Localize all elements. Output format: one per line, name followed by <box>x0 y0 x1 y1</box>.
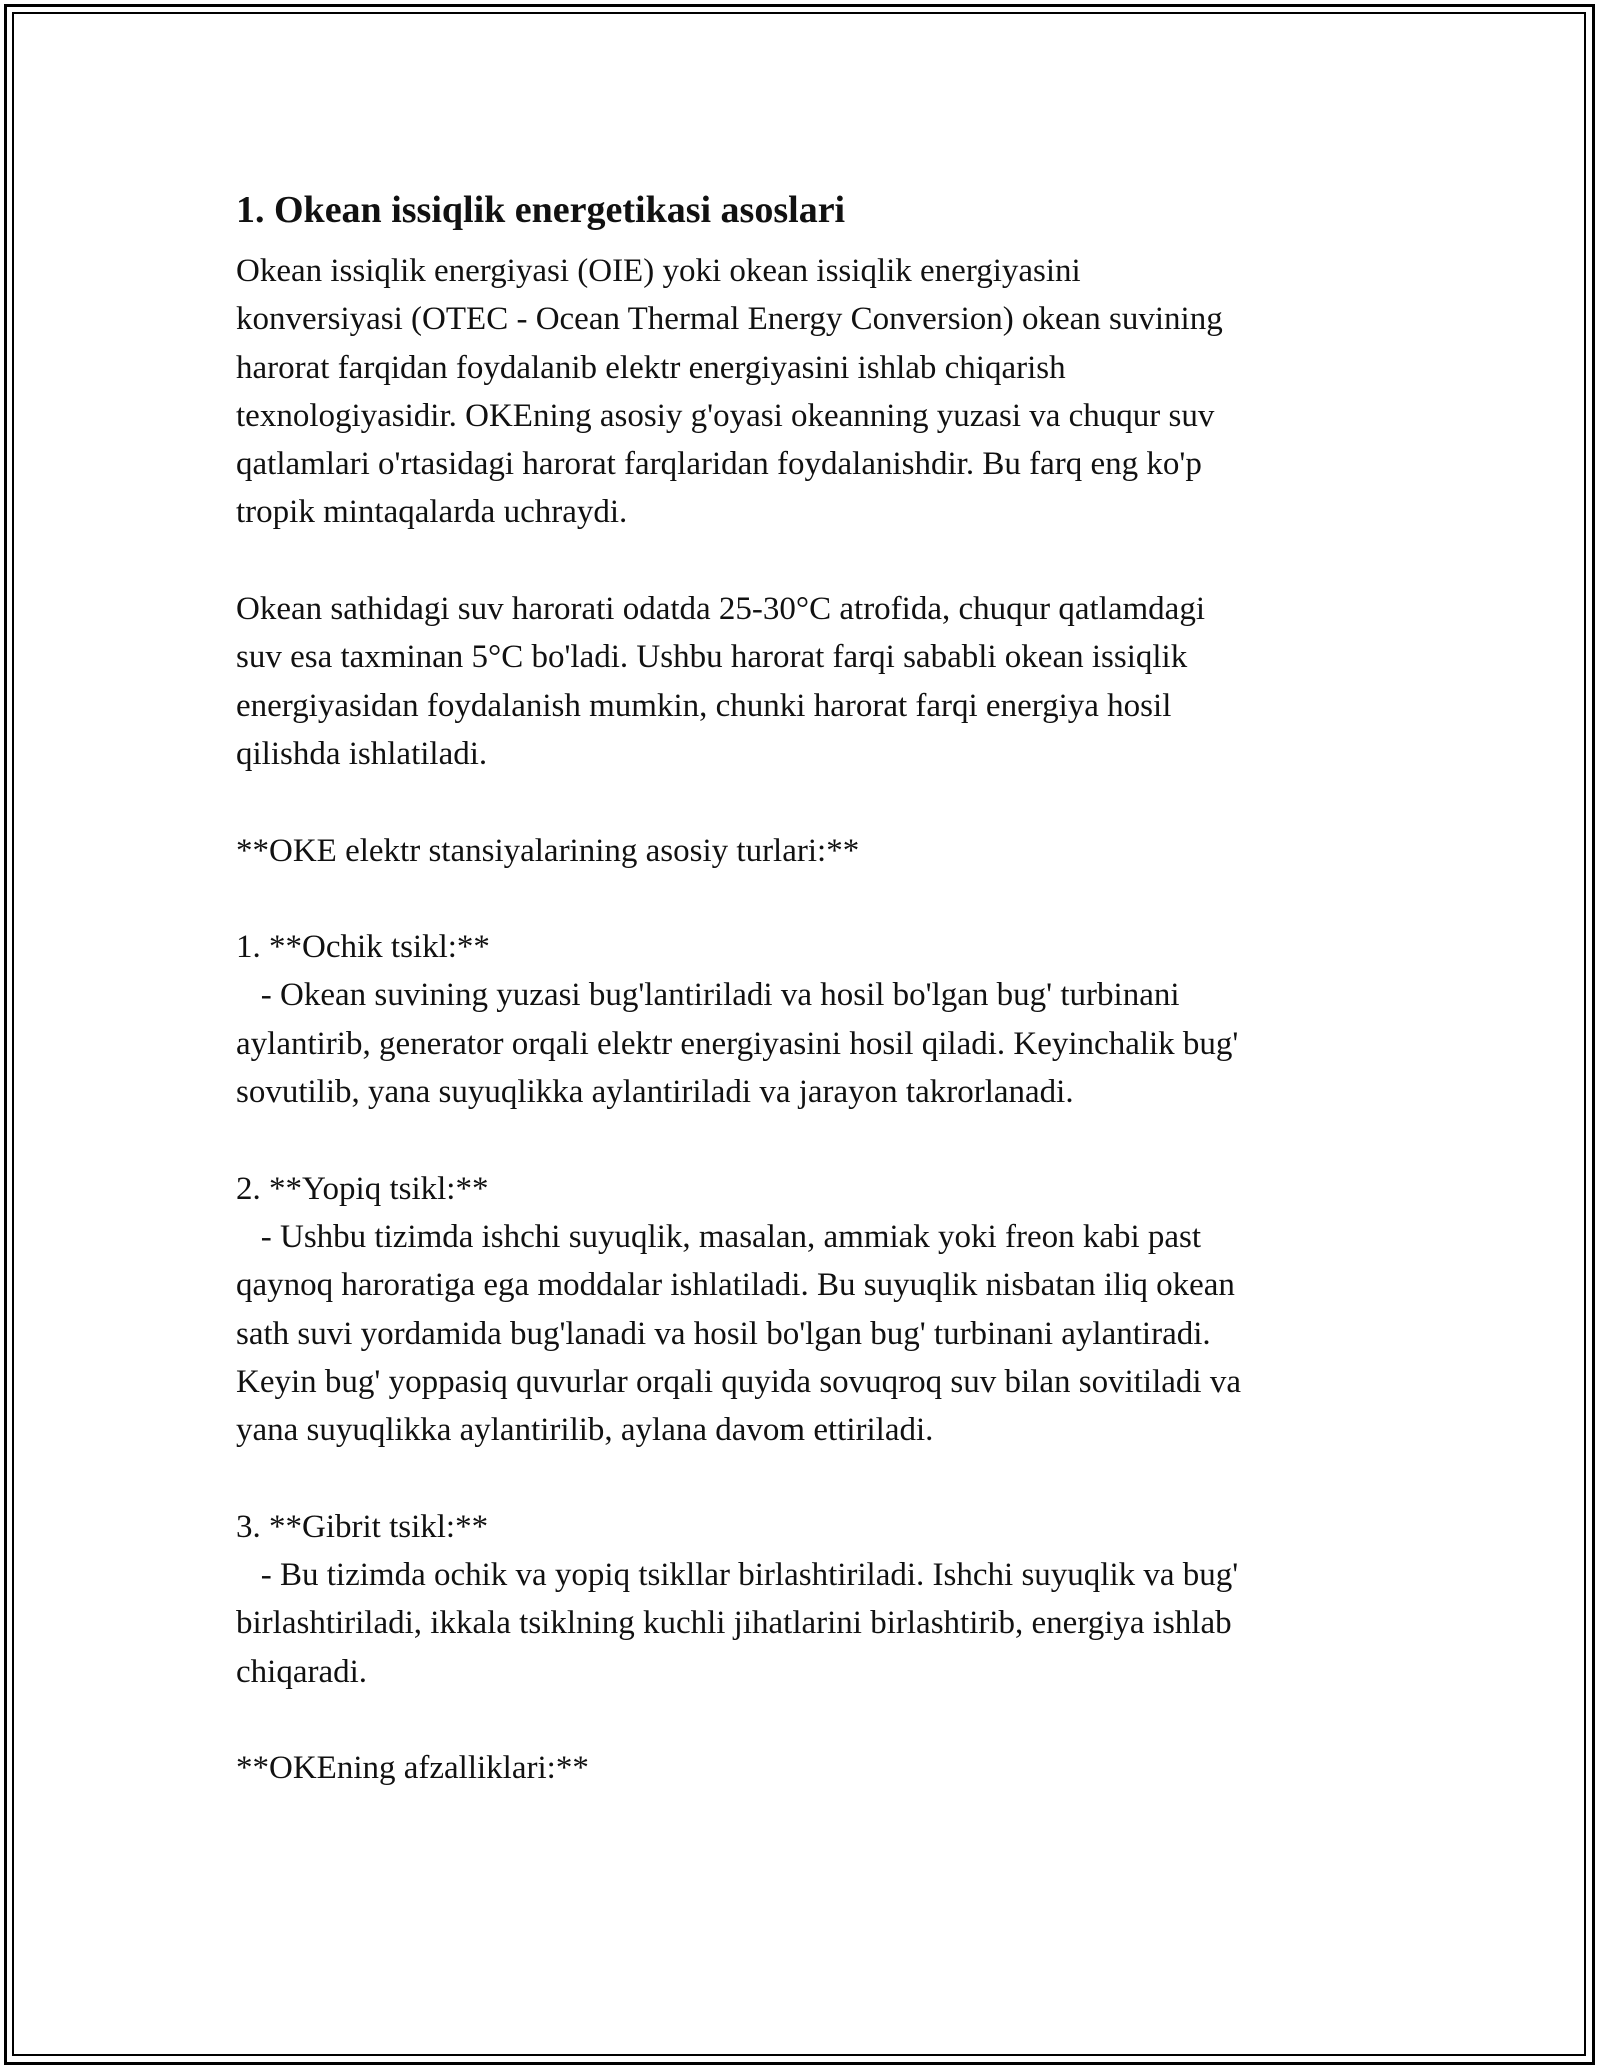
list-item-closed-cycle: 2. **Yopiq tsikl:** - Ushbu tizimda ishchi suyuqlik, masalan, ammiak yoki freon kabi past qaynoq haroratiga ega moddalar ishlatiladi. Bu suyuqlik nisbatan iliq okean sath suvi yordamida bug'lanadi va hosil bo'lgan bug' turbinani aylantiradi. Keyin bug' yoppasiq quvurlar orqali quyida sovuqroq suv bilan sovitiladi va yana suyuqlikka aylantirilib, aylana davom ettiriladi. <box>236 1170 1241 1449</box>
list-item-open-cycle: 1. **Ochik tsikl:** - Okean suvining yuzasi bug'lantiriladi va hosil bo'lgan bug' turbinani aylantirib, generator orqali elektr energiyasini hosil qiladi. Keyinchalik bug' sovutilib, yana suyuqlikka aylantiriladi va jarayon takrorlanadi. <box>236 929 1239 1111</box>
advantages-heading: **OKEning afzalliklari:** <box>236 1750 589 1787</box>
temperature-paragraph: Okean sathidagi suv harorati odatda 25-30°C atrofida, chuqur qatlamdagi suv esa taxminan 5°C bo'ladi. Ushbu harorat farqi sababli okean issiqlik energiyasidan foydalanish mumkin, chunki harorat farqi energiya hosil qilishda ishlatiladi. <box>236 591 1205 772</box>
paragraph-spacer <box>236 537 1366 585</box>
paragraph-spacer <box>236 1454 1366 1502</box>
list-item-hybrid-cycle: 3. **Gibrit tsikl:** - Bu tizimda ochik va yopiq tsikllar birlashtiriladi. Ishchi suyuqlik va bug' birlashtiriladi, ikkala tsiklning kuchli jihatlarini birlashtirib, energiya ishlab chiqaradi. <box>236 1508 1239 1690</box>
paragraph-spacer <box>236 778 1366 826</box>
paragraph-spacer <box>236 1116 1366 1164</box>
section-heading: 1. Okean issiqlik energetikasi asoslari <box>236 189 846 231</box>
station-types-heading: **OKE elektr stansiyalarining asosiy turlari:** <box>236 832 860 869</box>
intro-paragraph: Okean issiqlik energiyasi (OIE) yoki okean issiqlik energiyasini konversiyasi (OTEC - Ocean Thermal Energy Conversion) okean suvining harorat farqidan foydalanib elektr energiyasini ishlab chiqarish texnologiyasidir. OKEning asosiy g'oyasi okeanning yuzasi va chuqur suv qatlamlari o'rtasidagi harorat farqlaridan foydalanishdir. Bu farq eng ko'p tropik mintaqalarda uchraydi. <box>236 253 1223 531</box>
document-body <box>236 185 1366 1793</box>
paragraph-spacer <box>236 1696 1366 1744</box>
paragraph-spacer <box>236 875 1366 923</box>
